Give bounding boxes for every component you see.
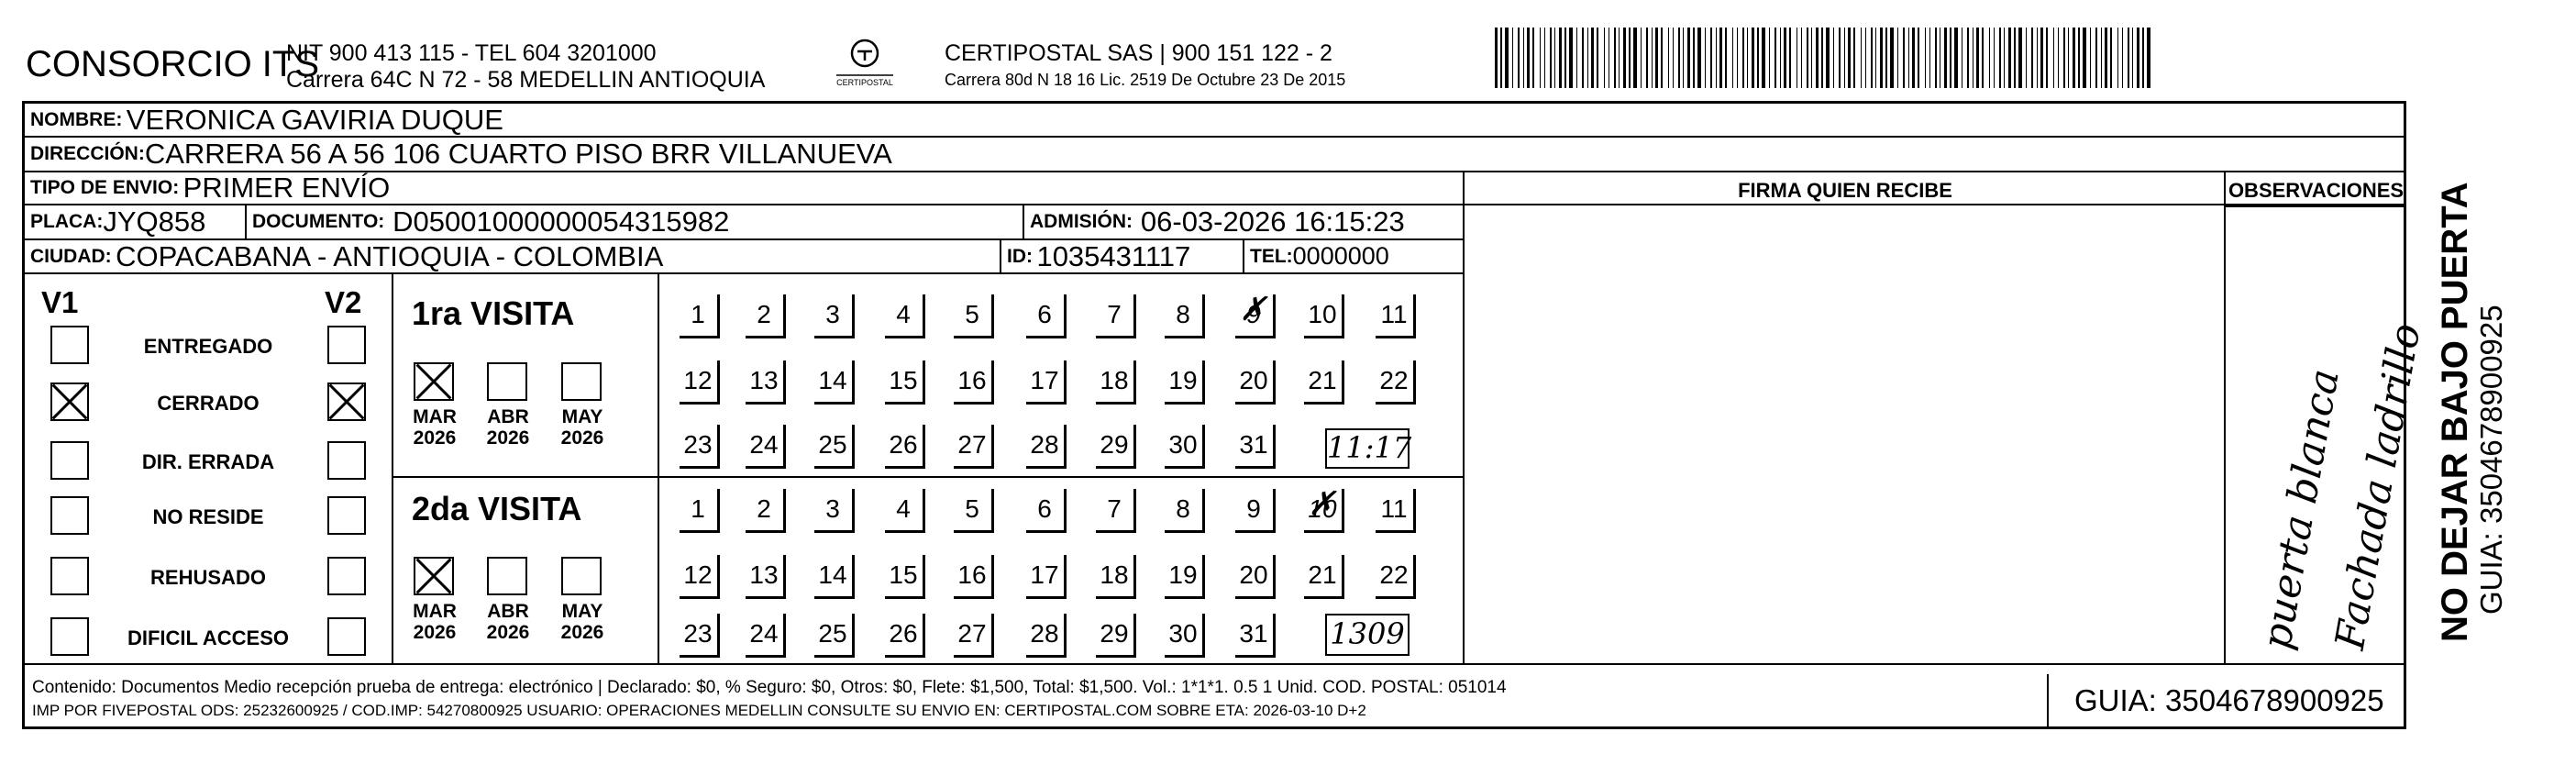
day-box[interactable]: 23 (681, 427, 714, 463)
day-box[interactable]: 19 (1166, 557, 1200, 593)
barcode-bar (1757, 28, 1759, 88)
barcode-bar (1633, 28, 1637, 88)
status-reason-label: ENTREGADO (143, 335, 273, 358)
barcode-bar (1769, 28, 1770, 88)
day-box[interactable]: 9 (1237, 491, 1270, 527)
barcode-bar (2026, 28, 2027, 88)
barcode-bar (1564, 28, 1566, 88)
barcode-bar (1614, 28, 1616, 88)
v1-checkbox[interactable] (50, 382, 89, 421)
logo-text: CERTIPOSTAL (836, 78, 893, 87)
v2-checkbox[interactable] (327, 326, 366, 364)
barcode-bar (1989, 28, 1990, 88)
status-reason-label: NO RESIDE (152, 505, 264, 528)
barcode-bar (1929, 28, 1930, 88)
month-year: 2026 (486, 622, 530, 643)
status-reason-label: CERRADO (157, 392, 260, 415)
barcode-bar (1587, 28, 1588, 88)
day-box[interactable]: 13 (747, 362, 780, 399)
barcode-bar (1505, 28, 1509, 88)
barcode-bar (2101, 28, 2102, 88)
day-box[interactable]: 24 (747, 615, 780, 652)
day-box[interactable]: 11 (1377, 491, 1410, 527)
v1-checkbox[interactable] (50, 441, 89, 480)
placa-value: JYQ858 (103, 205, 206, 238)
barcode-bar (1725, 28, 1727, 88)
visit-2-time: 1309 (1325, 614, 1410, 656)
barcode-bar (1629, 28, 1631, 88)
day-box[interactable]: 22 (1377, 362, 1410, 399)
barcode-bar (1844, 28, 1845, 88)
barcode-bar (1865, 28, 1866, 88)
barcode-bar (1569, 28, 1573, 88)
month-name: ABR (487, 406, 529, 427)
barcode-bar (1925, 28, 1926, 88)
documento-value: D05001000000054315982 (392, 205, 730, 238)
placa-row (25, 205, 1465, 240)
barcode-bar (1885, 28, 1887, 88)
documento-label: DOCUMENTO: (252, 211, 385, 232)
observaciones-header: OBSERVACIONES (2228, 179, 2405, 202)
visit-1-time: 11:17 (1325, 428, 1410, 469)
day-box[interactable]: 3 (816, 491, 849, 527)
day-box[interactable]: 6 (1028, 296, 1061, 333)
barcode-bar (1880, 28, 1883, 88)
day-box[interactable]: 21 (1306, 557, 1339, 593)
nombre-value: VERONICA GAVIRIA DUQUE (126, 103, 503, 136)
barcode-bar (2095, 28, 2097, 88)
barcode-bar (1719, 28, 1722, 88)
barcode-bar (2018, 28, 2022, 88)
barcode-bar (2137, 28, 2139, 88)
barcode-bar (1762, 28, 1765, 88)
month-year: 2026 (560, 427, 604, 449)
tel-value: 0000000 (1292, 242, 1389, 270)
v2-checkbox[interactable] (327, 496, 366, 535)
barcode-bar (1683, 28, 1684, 88)
day-box[interactable]: 18 (1098, 557, 1131, 593)
day-box[interactable]: 29 (1098, 427, 1131, 463)
day-box[interactable]: 2 (747, 296, 780, 333)
barcode-bar (1678, 28, 1680, 88)
barcode-bar (1732, 28, 1733, 88)
barcode-bar (1839, 28, 1841, 88)
barcode-bar (1495, 28, 1498, 88)
status-reason-label: DIFICIL ACCESO (127, 626, 289, 649)
month-name: MAY (561, 406, 603, 427)
month-label (404, 601, 465, 643)
barcode-bar (2058, 28, 2059, 88)
barcode-bar (1619, 28, 1620, 88)
day-box[interactable]: 8 (1166, 491, 1200, 527)
month-label (552, 406, 613, 449)
day-box[interactable]: ✗ 10 (1306, 491, 1339, 527)
barcode-bar (2078, 28, 2080, 88)
barcode-bar (1747, 28, 1748, 88)
barcode-bar (2117, 28, 2118, 88)
certipostal-logo (833, 35, 897, 90)
day-box[interactable]: 2 (747, 491, 780, 527)
day-box[interactable]: 24 (747, 427, 780, 463)
status-reason-label: DIR. ERRADA (141, 450, 275, 473)
barcode-bar (1752, 28, 1754, 88)
day-box[interactable]: 15 (887, 557, 920, 593)
barcode-bar (1954, 28, 1958, 88)
month-checkbox[interactable] (414, 362, 454, 401)
day-box[interactable]: 5 (956, 296, 989, 333)
barcode-bar (1967, 28, 1969, 88)
day-box[interactable]: 25 (816, 427, 849, 463)
direccion-row (25, 138, 2406, 172)
month-checkbox[interactable] (487, 362, 527, 401)
barcode-bar (1853, 28, 1855, 88)
barcode-bar (1673, 28, 1674, 88)
month-year: 2026 (413, 622, 457, 643)
day-box[interactable]: 26 (887, 427, 920, 463)
barcode-bar (1774, 28, 1776, 88)
barcode-bar (1903, 28, 1905, 88)
barcode-bar (1780, 28, 1781, 88)
barcode-bar (1944, 28, 1947, 88)
certipostal-license-line: Carrera 80d N 18 16 Lic. 2519 De Octubre 23 De 2015 (945, 71, 1346, 89)
day-box[interactable]: 14 (816, 557, 849, 593)
visit-1-title: 1ra VISITA (412, 294, 575, 332)
footer-line-2: IMP POR FIVEPOSTAL ODS: 25232600925 / COD.IMP: 54270800925 USUARIO: OPERACIONES MEDELLIN CONSULTE SU ENVIO EN: CERTIPOSTAL.COM SOBRE ETA: 2026-03-10 D+2 (32, 702, 1366, 719)
barcode-bar (2053, 28, 2054, 88)
company-nit-block (286, 40, 765, 94)
footer-guia: GUIA: 3504678900925 (2074, 683, 2384, 717)
month-checkbox[interactable] (487, 557, 527, 595)
month-checkbox[interactable] (561, 362, 602, 401)
barcode-bar (1576, 28, 1577, 88)
day-box[interactable]: 10 (1306, 296, 1339, 333)
barcode-bar (2073, 28, 2075, 88)
v2-checkbox[interactable] (327, 382, 366, 421)
barcode-bar (1518, 28, 1520, 88)
barcode-bar (1994, 28, 1995, 88)
id-value: 1035431117 (1036, 239, 1191, 272)
direccion-value: CARRERA 56 A 56 106 CUARTO PISO BRR VILLANUEVA (144, 138, 892, 170)
barcode-bar (1641, 28, 1642, 88)
month-name: MAR (413, 601, 457, 622)
day-box[interactable]: 14 (816, 362, 849, 399)
observacion-line-1: puerta blanca (2253, 365, 2349, 653)
day-box[interactable]: 1 (681, 491, 714, 527)
barcode-bar (1861, 28, 1862, 88)
day-box[interactable]: 30 (1166, 427, 1200, 463)
barcode-bar (1559, 28, 1562, 88)
month-year: 2026 (413, 427, 457, 449)
v1-checkbox[interactable] (50, 496, 89, 535)
barcode-bar (2105, 28, 2107, 88)
v1-checkbox[interactable] (50, 617, 89, 656)
barcode-bar (1550, 28, 1552, 88)
barcode-bar (2068, 28, 2069, 88)
barcode-bar (1871, 28, 1873, 88)
day-box[interactable]: 12 (681, 557, 714, 593)
month-label (552, 601, 613, 643)
day-box[interactable]: 15 (887, 362, 920, 399)
barcode-bar (1705, 28, 1706, 88)
barcode-bar (1661, 28, 1663, 88)
barcode-bar (2110, 28, 2112, 88)
month-name: MAR (413, 406, 457, 427)
barcode-bar (1523, 28, 1524, 88)
day-box[interactable]: 7 (1098, 296, 1131, 333)
day-box[interactable]: 30 (1166, 615, 1200, 652)
day-box[interactable]: 1 (681, 296, 714, 333)
day-box[interactable]: 22 (1377, 557, 1410, 593)
month-year: 2026 (560, 622, 604, 643)
day-box[interactable]: 27 (956, 615, 989, 652)
v2-header: V2 (325, 285, 362, 319)
footer-line-1: Contenido: Documentos Medio recepción prueba de entrega: electrónico | Declarado: $0, % Seguro: $0, Otros: $0, Flete: $1,500, Total: $1,500. Vol.: 1*1*1. 0.5 1 Unid. COD. POSTAL: 051014 (32, 678, 1507, 697)
barcode-bar (1500, 28, 1502, 88)
tipo-label: TIPO DE ENVIO: (30, 177, 180, 198)
barcode-bar (1646, 28, 1648, 88)
barcode-bar (1789, 28, 1791, 88)
month-checkbox[interactable] (414, 557, 454, 595)
barcode-bar (1811, 28, 1812, 88)
day-box[interactable]: 4 (887, 491, 920, 527)
barcode-bar (2122, 28, 2123, 88)
day-box[interactable]: 25 (816, 615, 849, 652)
day-box[interactable]: 29 (1098, 615, 1131, 652)
barcode-bar (1801, 28, 1802, 88)
barcode-bar (2046, 28, 2048, 88)
day-box[interactable]: 31 (1237, 615, 1270, 652)
barcode-bar (2090, 28, 2091, 88)
delivery-form (22, 101, 2430, 729)
month-label (478, 406, 538, 449)
day-box[interactable]: 3 (816, 296, 849, 333)
day-box[interactable]: 26 (887, 615, 920, 652)
barcode-bar (1918, 28, 1919, 88)
barcode-bar (1668, 28, 1669, 88)
barcode-bar (1512, 28, 1513, 88)
company-name: CONSORCIO ITS (26, 44, 320, 84)
day-box[interactable]: 21 (1306, 362, 1339, 399)
v1-checkbox[interactable] (50, 557, 89, 595)
barcode-bar (2040, 28, 2043, 88)
day-box[interactable]: 12 (681, 362, 714, 399)
barcode-bar (1897, 28, 1898, 88)
day-box[interactable]: 4 (887, 296, 920, 333)
placa-label: PLACA: (30, 211, 104, 232)
day-box[interactable]: 16 (956, 362, 989, 399)
barcode-bar (1784, 28, 1786, 88)
month-year: 2026 (486, 427, 530, 449)
status-reason-label: REHUSADO (150, 566, 266, 589)
v2-checkbox[interactable] (327, 441, 366, 480)
barcode-bar (2008, 28, 2011, 88)
barcode-bar (1982, 28, 1984, 88)
nombre-label: NOMBRE: (30, 108, 123, 130)
ciudad-value: COPACABANA - ANTIOQUIA - COLOMBIA (116, 239, 664, 272)
v1-checkbox[interactable] (50, 326, 89, 364)
day-box[interactable]: 18 (1098, 362, 1131, 399)
barcode-bar (1652, 28, 1653, 88)
barcode-bar (1737, 28, 1738, 88)
barcode-bar (1912, 28, 1915, 88)
admision-value: 06-03-2026 16:15:23 (1140, 205, 1405, 238)
barcode-bar (1908, 28, 1909, 88)
barcode-bar (1597, 28, 1598, 88)
barcode-bar (2063, 28, 2065, 88)
month-name: ABR (487, 601, 529, 622)
barcode-bar (2147, 28, 2150, 88)
day-box[interactable]: ✗ 9 (1237, 296, 1270, 333)
v2-checkbox[interactable] (327, 557, 366, 595)
barcode-bar (2031, 28, 2033, 88)
day-box[interactable]: 7 (1098, 491, 1131, 527)
day-box[interactable]: 6 (1028, 491, 1061, 527)
certipostal-nit-line: CERTIPOSTAL SAS | 900 151 122 - 2 (945, 40, 1332, 66)
barcode-bar (1554, 28, 1555, 88)
day-box[interactable]: 28 (1028, 615, 1061, 652)
barcode-bar (2014, 28, 2016, 88)
barcode-bar (1623, 28, 1626, 88)
barcode-bar (1716, 28, 1717, 88)
tel-label: TEL: (1250, 245, 1293, 267)
barcode-bar (2004, 28, 2005, 88)
day-box[interactable]: 31 (1237, 427, 1270, 463)
month-name: MAY (561, 601, 603, 622)
barcode-bar (1604, 28, 1605, 88)
barcode-bar (1935, 28, 1937, 88)
nombre-row (25, 104, 2406, 138)
company-address-line: Carrera 64C N 72 - 58 MEDELLIN ANTIOQUIA (286, 67, 766, 93)
side-notice-main: NO DEJAR BAJO PUERTA (2435, 182, 2475, 642)
day-box[interactable]: 13 (747, 557, 780, 593)
barcode-bar (1582, 28, 1584, 88)
day-box[interactable]: 5 (956, 491, 989, 527)
barcode-bar (1999, 28, 2001, 88)
barcode-bar (2128, 28, 2129, 88)
barcode-bar (1807, 28, 1808, 88)
footer-text (32, 676, 2040, 722)
day-box[interactable]: 19 (1166, 362, 1200, 399)
v2-checkbox[interactable] (327, 617, 366, 656)
admision-label: ADMISIÓN: (1030, 211, 1133, 232)
day-box[interactable]: 23 (681, 615, 714, 652)
day-box[interactable]: 16 (956, 557, 989, 593)
barcode-bar (1710, 28, 1712, 88)
side-notice-guia: GUIA: 3504678900925 (2474, 305, 2508, 615)
day-box[interactable]: 17 (1028, 557, 1061, 593)
month-label (478, 601, 538, 643)
barcode-bar (1544, 28, 1545, 88)
barcode (1495, 28, 2155, 88)
company-nit-line: NIT 900 413 115 - TEL 604 3201000 (286, 40, 657, 66)
barcode-bar (1527, 28, 1530, 88)
day-box[interactable]: 17 (1028, 362, 1061, 399)
barcode-bar (1816, 28, 1819, 88)
month-checkbox[interactable] (561, 557, 602, 595)
direccion-label: DIRECCIÓN: (30, 143, 145, 164)
observacion-line-2: Fachada ladrillo (2327, 319, 2430, 653)
id-label: ID: (1007, 245, 1033, 267)
barcode-bar (1826, 28, 1830, 88)
visit-2-title: 2da VISITA (412, 490, 582, 527)
barcode-bar (2142, 28, 2144, 88)
day-box[interactable]: 28 (1028, 427, 1061, 463)
barcode-bar (1540, 28, 1541, 88)
day-box[interactable]: 20 (1237, 557, 1270, 593)
month-label (404, 406, 465, 449)
barcode-bar (1687, 28, 1690, 88)
barcode-bar (2132, 28, 2133, 88)
ciudad-label: CIUDAD: (30, 245, 112, 267)
ciudad-row (25, 240, 1465, 274)
barcode-bar (1655, 28, 1658, 88)
day-box[interactable]: 11 (1377, 296, 1410, 333)
barcode-bar (1693, 28, 1695, 88)
firma-header: FIRMA QUIEN RECIBE (1738, 179, 1952, 202)
barcode-bar (1697, 28, 1701, 88)
tipo-value: PRIMER ENVÍO (182, 172, 391, 204)
day-box[interactable]: 27 (956, 427, 989, 463)
barcode-bar (1890, 28, 1894, 88)
barcode-bar (2037, 28, 2038, 88)
day-box[interactable]: 8 (1166, 296, 1200, 333)
barcode-bar (1821, 28, 1823, 88)
barcode-bar (1742, 28, 1744, 88)
certipostal-block (945, 40, 1345, 94)
day-box[interactable]: 20 (1237, 362, 1270, 399)
barcode-bar (1532, 28, 1534, 88)
barcode-bar (2083, 28, 2086, 88)
barcode-bar (1848, 28, 1851, 88)
barcode-bar (1591, 28, 1594, 88)
barcode-bar (1833, 28, 1834, 88)
barcode-bar (1950, 28, 1951, 88)
barcode-bar (1875, 28, 1876, 88)
barcode-bar (1976, 28, 1979, 88)
v1-header: V1 (41, 285, 79, 319)
side-notice (2435, 182, 2508, 642)
